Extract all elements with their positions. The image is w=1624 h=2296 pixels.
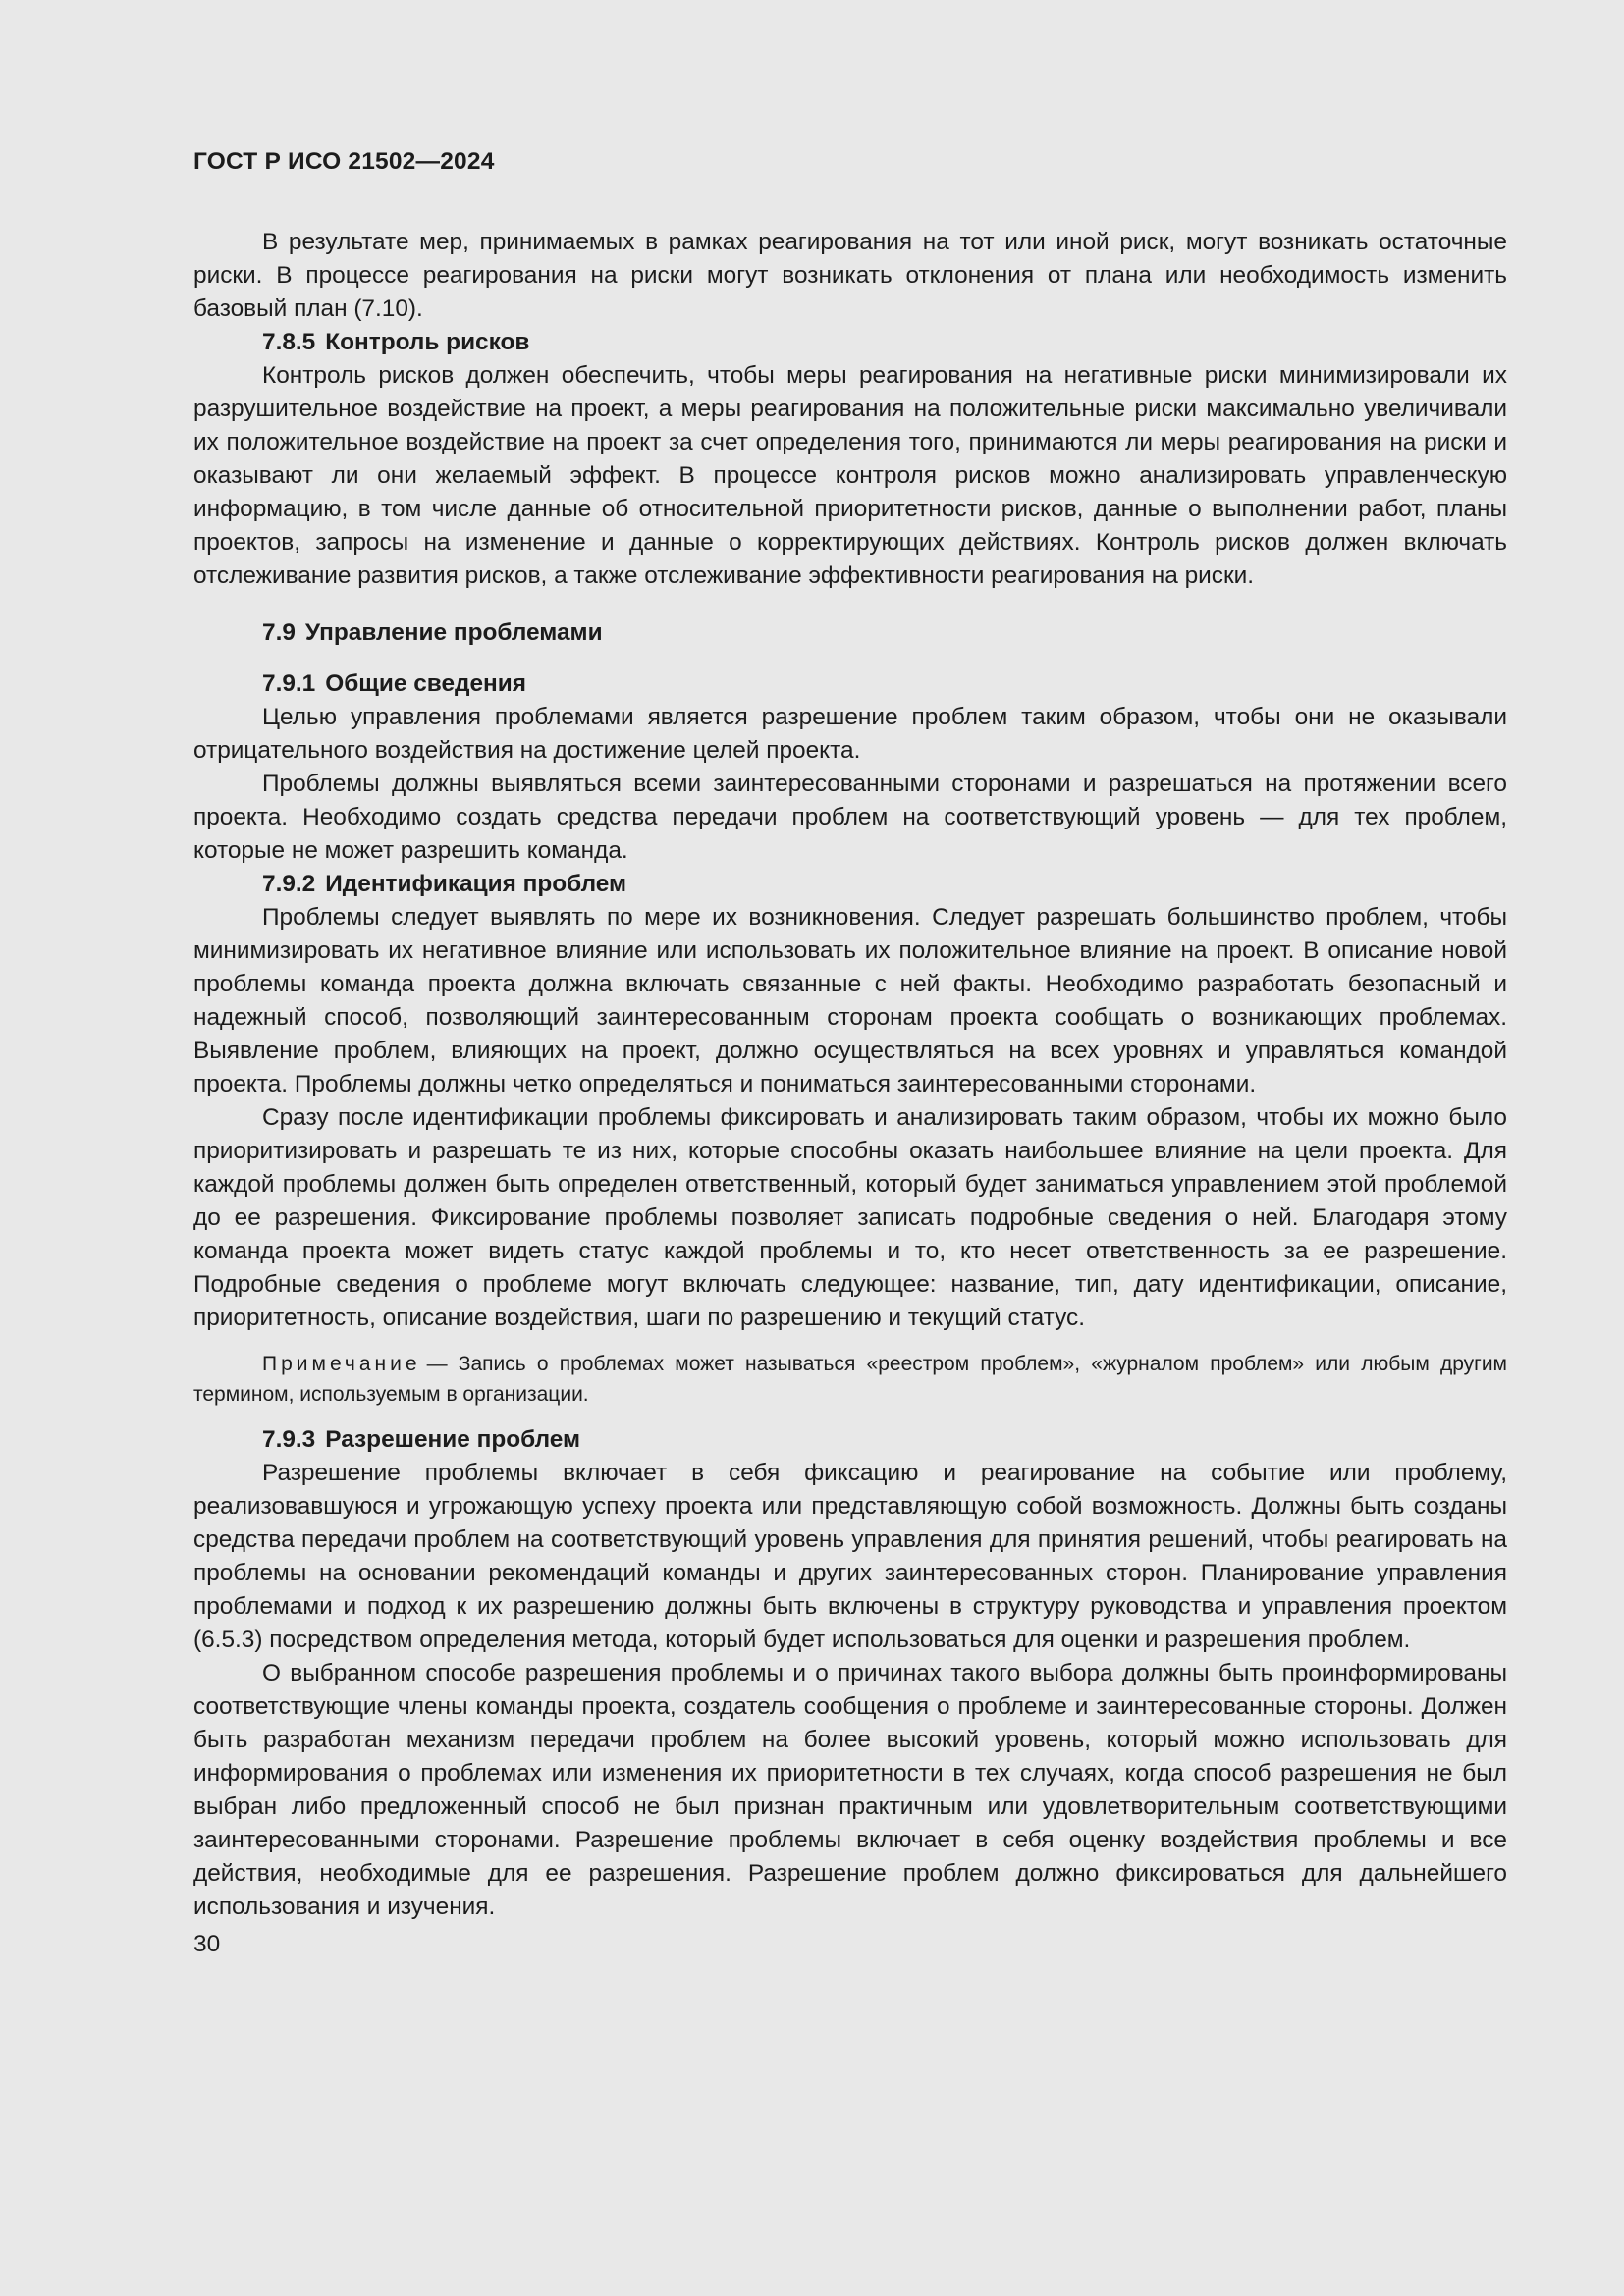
section-number: 7.9 — [262, 619, 296, 646]
paragraph-intro: В результате мер, принимаемых в рамках реагирования на тот или иной риск, могут возникать остаточные риски. В процессе реагирования на риски могут возникать отклонения от плана или необходимость изменить базовый план (7.10). — [193, 229, 1507, 322]
paragraph-resolution-1: Разрешение проблемы включает в себя фиксацию и реагирование на событие или проблему, реализовавшуюся и угрожающую успеху проекта или представляющую собой возможность. Должны быть созданы средства передачи проблем на соответствующий уровень управления для принятия решений, чтобы реагировать на проблемы на основании рекомендаций команды и других заинтересованных сторон. Планирование управления проблемами и подход к их разрешению должны быть включены в структуру руководства и управления проектом (6.5.3) посредством определения метода, который будет использоваться для оценки и разрешения проблем. — [193, 1460, 1507, 1653]
section-number: 7.9.1 — [262, 670, 316, 697]
section-title: Контроль рисков — [325, 329, 530, 355]
paragraph-general-1: Целью управления проблемами является разрешение проблем таким образом, чтобы они не оказывали отрицательного воздействия на достижение целей проекта. — [193, 704, 1507, 764]
section-7-9-1-heading — [193, 667, 1507, 701]
section-title: Разрешение проблем — [325, 1426, 581, 1453]
section-number: 7.8.5 — [262, 329, 316, 355]
note-block — [193, 1349, 1507, 1410]
section-number: 7.9.3 — [262, 1426, 316, 1453]
paragraph-general-2: Проблемы должны выявляться всеми заинтересованными сторонами и разрешаться на протяжении всего проекта. Необходимо создать средства передачи проблем на соответствующий уровень — для тех проблем, которые не может разрешить команда. — [193, 771, 1507, 864]
section-number: 7.9.2 — [262, 871, 316, 897]
paragraph-risk-control: Контроль рисков должен обеспечить, чтобы меры реагирования на негативные риски минимизировали их разрушительное воздействие на проект, а меры реагирования на положительные риски максимально увеличивали их положительное воздействие на проект за счет определения того, принимаются ли меры реагирования на риски и оказывают ли они желаемый эффект. В процессе контроля рисков можно анализировать управленческую информацию, в том числе данные об относительной приоритетности рисков, данные о выполнении работ, планы проектов, запросы на изменение и данные о корректирующих действиях. Контроль рисков должен включать отслеживание развития рисков, а также отслеживание эффективности реагирования на риски. — [193, 362, 1507, 589]
document-code-header: ГОСТ Р ИСО 21502—2024 — [193, 148, 495, 175]
document-page — [193, 145, 1507, 1961]
section-title: Управление проблемами — [304, 619, 603, 646]
paragraph-identification-2: Сразу после идентификации проблемы фиксировать и анализировать таким образом, чтобы их можно было приоритизировать и разрешать те из них, которые способны оказать наибольшее влияние на цели проекта. Для каждой проблемы должен быть определен ответственный, который будет заниматься управлением этой проблемой до ее разрешения. Фиксирование проблемы позволяет записать подробные сведения о ней. Благодаря этому команда проекта может видеть статус каждой проблемы и то, кто несет ответственность за ее разрешение. Подробные сведения о проблеме могут включать следующее: название, тип, дату идентификации, описание, приоритетность, описание воздействия, шаги по разрешению и текущий статус. — [193, 1104, 1507, 1331]
paragraph-resolution-2: О выбранном способе разрешения проблемы и о причинах такого выбора должны быть проинформированы соответствующие члены команды проекта, создатель сообщения о проблеме и заинтересованные стороны. Должен быть разработан механизм передачи проблем на более высокий уровень, который можно использовать для информирования о проблемах или изменения их приоритетности в тех случаях, когда способ разрешения не был выбран либо предложенный способ не был признан практичным или удовлетворительным соответствующими заинтересованными сторонами. Разрешение проблемы включает в себя оценку воздействия проблемы и все действия, необходимые для ее разрешения. Разрешение проблем должно фиксироваться для дальнейшего использования и изучения. — [193, 1660, 1507, 1920]
section-7-9-3-heading — [193, 1423, 1507, 1457]
section-title: Идентификация проблем — [325, 871, 627, 897]
paragraph-identification-1: Проблемы следует выявлять по мере их возникновения. Следует разрешать большинство проблем, чтобы минимизировать их негативное влияние или использовать их положительное влияние на проект. В описание новой проблемы команда проекта должна включать связанные с ней факты. Необходимо разработать безопасный и надежный способ, позволяющий заинтересованным сторонам проекта сообщать о возникающих проблемах. Выявление проблем, влияющих на проект, должно осуществляться на всех уровнях и управляться командой проекта. Проблемы должны четко определяться и пониматься заинтересованными сторонами. — [193, 904, 1507, 1097]
page-number: 30 — [193, 1931, 221, 1957]
note-label: Примечание — [262, 1353, 421, 1375]
note-text: — Запись о проблемах может называться «реестром проблем», «журналом проблем» или любым другим термином, используемым в организации. — [193, 1353, 1507, 1406]
section-title: Общие сведения — [325, 670, 527, 697]
section-7-8-5-heading — [193, 326, 1507, 359]
section-7-9-2-heading — [193, 868, 1507, 901]
section-7-9-heading — [193, 616, 1507, 650]
